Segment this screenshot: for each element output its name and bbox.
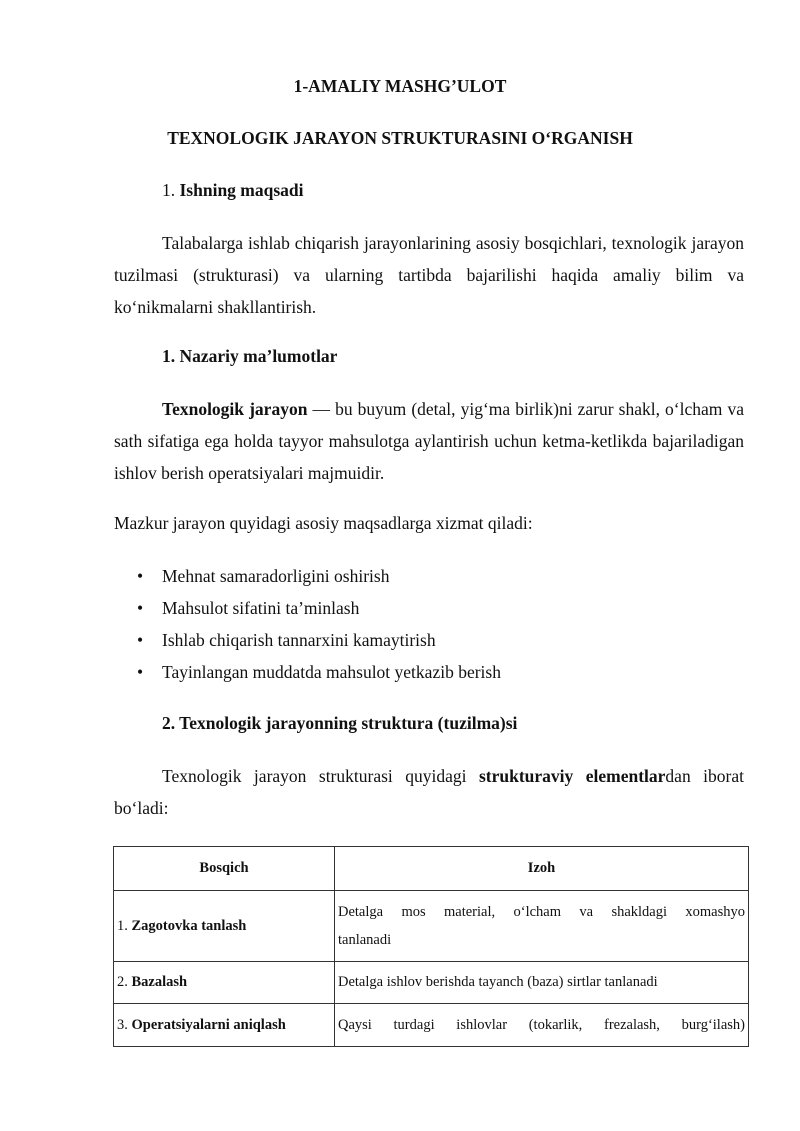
list-item: • Mehnat samaradorligini oshirish	[137, 563, 501, 595]
stage-cell: 3. Operatsiyalarni aniqlash	[114, 1004, 335, 1047]
stage-cell: 2. Bazalash	[114, 962, 335, 1004]
column-header-stage: Bosqich	[114, 847, 335, 891]
column-header-description: Izoh	[335, 847, 749, 891]
table-row	[114, 1004, 749, 1047]
bullet-icon: •	[137, 598, 144, 618]
stage-cell: 1. Zagotovka tanlash	[114, 891, 335, 962]
bullet-icon: •	[137, 566, 144, 586]
table-header-row	[114, 847, 749, 891]
structure-elements-term: strukturaviy elementlar	[478, 766, 666, 786]
list-item: • Tayinlangan muddatda mahsulot yetkazib berish	[137, 659, 501, 691]
page-subtitle: TEXNOLOGIK JARAYON STRUKTURASINI O‘RGANISH	[167, 128, 633, 148]
list-item: • Mahsulot sifatini ta’minlash	[137, 595, 501, 627]
page-title: 1-AMALIY MASHG’ULOT	[293, 76, 507, 96]
section-number: 1.	[162, 180, 180, 200]
table-row	[114, 891, 749, 962]
description-cell: Detalga mos material, o‘lcham va shakldagi xomashyo tanlanadi	[335, 891, 749, 962]
list-item: • Ishlab chiqarish tannarxini kamaytirish	[137, 627, 501, 659]
bullet-icon: •	[137, 630, 144, 650]
purposes-intro: Mazkur jarayon quyidagi asosiy maqsadlarga xizmat qiladi:	[114, 513, 533, 533]
definition-term: Texnologik jarayon	[162, 399, 308, 419]
goal-paragraph: Talabalarga ishlab chiqarish jarayonlarining asosiy bosqichlari, texnologik jarayon tuzilmasi (strukturasi) va ularning tartibda bajarilishi haqida amaliy bilim va ko‘nikmalarni shakllantirish.	[114, 233, 744, 317]
description-cell: Qaysi turdagi ishlovlar (tokarlik, frezalash, burg‘ilash)	[335, 1004, 749, 1047]
section-title: Ishning maqsadi	[179, 180, 304, 200]
bullet-icon: •	[137, 662, 144, 682]
definition-paragraph	[114, 393, 744, 489]
purposes-list	[137, 563, 501, 691]
definition-text: — bu buyum (detal, yig‘ma birlik)ni zarur shakl, o‘lcham va sath sifatiga ega holda tayyor mahsulotga aylantirish uchun ketma-ketlikda bajariladigan ishlov berish operatsiyalari majmuidir.	[114, 399, 744, 483]
description-cell: Detalga ishlov berishda tayanch (baza) sirtlar tanlanadi	[335, 962, 749, 1004]
structure-table	[113, 846, 749, 1047]
section-heading-theory: 1. Nazariy ma’lumotlar	[162, 346, 338, 366]
structure-intro-paragraph: Texnologik jarayon strukturasi quyidagi strukturaviy elementlardan iborat bo‘ladi:	[114, 766, 744, 818]
section-heading-structure: 2. Texnologik jarayonning struktura (tuzilma)si	[162, 713, 518, 733]
table-row	[114, 962, 749, 1004]
section-heading-goal	[162, 180, 304, 201]
